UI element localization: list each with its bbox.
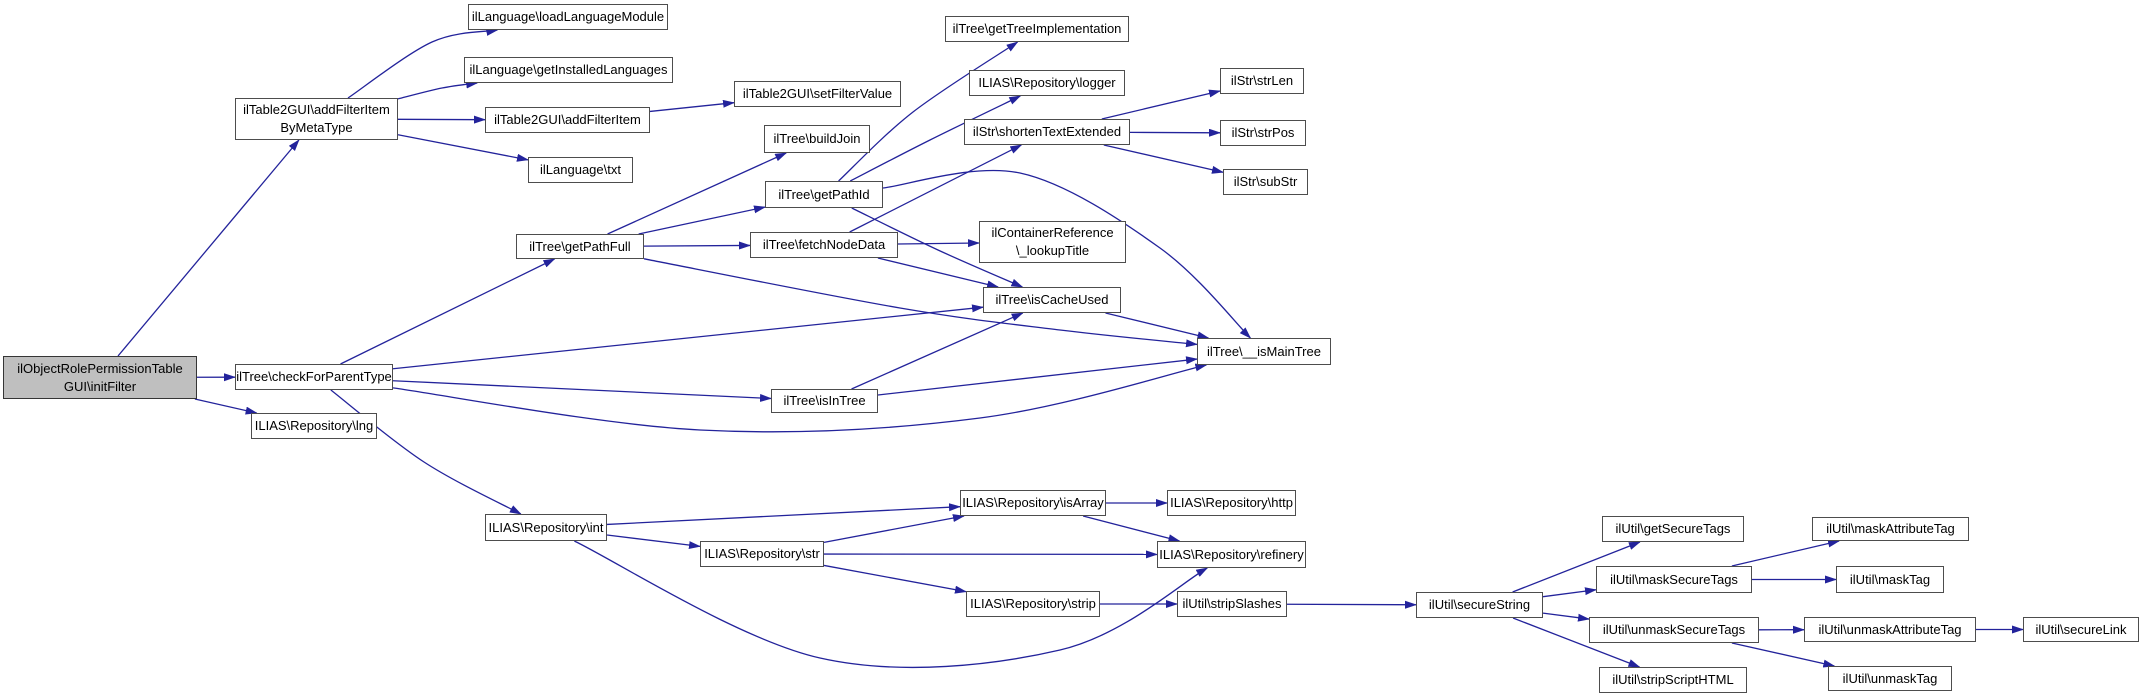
edge-addFilterItemByMetaType-to-txt bbox=[398, 135, 528, 160]
node-label: \_lookupTitle bbox=[1015, 243, 1090, 258]
edge-initFilter-to-lng bbox=[195, 399, 257, 413]
node-label: ilUtil\maskAttributeTag bbox=[1826, 521, 1955, 537]
node-isInTree[interactable] bbox=[771, 389, 878, 413]
node-label: ilTable2GUI\addFilterItem bbox=[243, 102, 390, 118]
edge-checkForParentType-to-getPathFull bbox=[340, 259, 554, 364]
node-lookupTitle[interactable] bbox=[979, 221, 1126, 263]
node-label: ilTree\getPathId bbox=[778, 186, 870, 202]
node-label: ilTable2GUI\setFilterValue bbox=[742, 86, 893, 102]
node-label: ilUtil\stripSlashes bbox=[1182, 596, 1282, 612]
edge-str-to-isArray bbox=[824, 516, 964, 542]
edge-fetchNodeData-to-lookupTitle bbox=[898, 243, 979, 244]
node-getPathFull[interactable] bbox=[516, 234, 644, 259]
node-unmaskSecureTags[interactable] bbox=[1589, 617, 1759, 643]
node-label: ILIAS\Repository\lng bbox=[254, 418, 374, 434]
node-getPathId[interactable] bbox=[765, 181, 883, 208]
node-label: ilTable2GUI\addFilterItem bbox=[494, 112, 641, 128]
node-getInstalledLanguages[interactable] bbox=[464, 57, 673, 83]
node-label: ilObjectRolePermissionTable bbox=[17, 360, 183, 376]
node-unmaskTag[interactable] bbox=[1828, 666, 1952, 691]
edge-maskSecureTags-to-maskAttributeTag bbox=[1732, 541, 1839, 566]
node-addFilterItem[interactable] bbox=[485, 107, 650, 133]
node-maskSecureTags[interactable] bbox=[1596, 566, 1752, 593]
node-isArray[interactable] bbox=[960, 490, 1106, 516]
node-label: ilLanguage\loadLanguageModule bbox=[471, 9, 665, 25]
edge-isInTree-to-isCacheUsed bbox=[852, 313, 1023, 389]
node-label: ilUtil\secureString bbox=[1428, 597, 1531, 613]
node-refinery[interactable] bbox=[1157, 541, 1306, 568]
edge-secureString-to-unmaskSecureTags bbox=[1543, 613, 1589, 619]
node-label: ILIAS\Repository\int bbox=[488, 519, 604, 535]
node-label: ilUtil\stripScriptHTML bbox=[1612, 672, 1734, 688]
node-label: ilStr\strPos bbox=[1231, 125, 1295, 141]
edge-int-to-str bbox=[607, 535, 700, 546]
node-strPos[interactable] bbox=[1220, 120, 1306, 146]
edge-checkForParentType-to-isCacheUsed bbox=[393, 307, 983, 369]
node-label: ILIAS\Repository\isArray bbox=[962, 495, 1104, 511]
node-label: ilTree\isCacheUsed bbox=[995, 292, 1109, 308]
node-label: ilTree\fetchNodeData bbox=[762, 237, 886, 253]
node-shortenTextExtended[interactable] bbox=[964, 119, 1130, 145]
node-label: ilTree\getTreeImplementation bbox=[952, 21, 1122, 37]
node-label: ilTree\__isMainTree bbox=[1207, 343, 1321, 359]
node-label: ilUtil\maskTag bbox=[1849, 571, 1931, 587]
node-subStr[interactable] bbox=[1223, 169, 1308, 195]
node-label: ilStr\strLen bbox=[1230, 73, 1294, 89]
node-lng[interactable] bbox=[251, 413, 377, 439]
node-label: ILIAS\Repository\refinery bbox=[1159, 546, 1304, 562]
node-label: ilUtil\getSecureTags bbox=[1615, 521, 1731, 537]
node-label: ilUtil\unmaskTag bbox=[1842, 670, 1938, 686]
node-label: ilUtil\secureLink bbox=[2035, 621, 2127, 637]
node-strLen[interactable] bbox=[1220, 68, 1304, 94]
node-isMainTree[interactable] bbox=[1197, 338, 1331, 365]
node-label: ilTree\isInTree bbox=[783, 393, 866, 409]
node-label: ilLanguage\getInstalledLanguages bbox=[469, 62, 668, 78]
node-label: ilTree\getPathFull bbox=[529, 238, 631, 254]
node-label: ILIAS\Repository\str bbox=[704, 546, 820, 562]
edge-int-to-isArray bbox=[607, 507, 960, 525]
node-logger[interactable] bbox=[969, 70, 1125, 96]
node-maskAttributeTag[interactable] bbox=[1812, 517, 1969, 541]
node-stripSlashes[interactable] bbox=[1177, 591, 1287, 617]
node-label: ilTree\checkForParentType bbox=[236, 369, 392, 385]
edge-secureString-to-maskSecureTags bbox=[1543, 590, 1596, 597]
node-label: ilUtil\maskSecureTags bbox=[1610, 571, 1738, 587]
node-strip[interactable] bbox=[966, 591, 1100, 617]
edge-getPathFull-to-fetchNodeData bbox=[644, 245, 750, 246]
edge-checkForParentType-to-isInTree bbox=[393, 381, 771, 399]
node-maskTag[interactable] bbox=[1836, 566, 1944, 593]
node-label: ilLanguage\txt bbox=[540, 162, 621, 178]
edge-stripSlashes-to-secureString bbox=[1287, 604, 1416, 605]
edge-isArray-to-refinery bbox=[1083, 516, 1179, 541]
edge-checkForParentType-to-int bbox=[331, 390, 521, 514]
node-label: ilUtil\unmaskSecureTags bbox=[1602, 622, 1746, 638]
node-int[interactable] bbox=[485, 514, 607, 541]
node-stripScriptHTML[interactable] bbox=[1599, 667, 1747, 693]
node-unmaskAttributeTag[interactable] bbox=[1804, 617, 1976, 642]
node-secureString[interactable] bbox=[1416, 592, 1543, 618]
node-label: GUI\initFilter bbox=[63, 378, 137, 394]
edge-shortenTextExtended-to-subStr bbox=[1104, 145, 1223, 172]
node-label: ILIAS\Repository\logger bbox=[978, 75, 1116, 91]
node-label: ilUtil\unmaskAttributeTag bbox=[1818, 621, 1962, 637]
node-label: ByMetaType bbox=[280, 120, 353, 135]
node-txt[interactable] bbox=[528, 157, 633, 183]
node-isCacheUsed[interactable] bbox=[983, 287, 1121, 313]
node-addFilterItemByMetaType[interactable] bbox=[235, 98, 398, 140]
node-label: ilStr\subStr bbox=[1233, 174, 1298, 190]
node-label: ilTree\buildJoin bbox=[773, 131, 861, 147]
edge-addFilterItem-to-setFilterValue bbox=[650, 103, 734, 112]
node-label: ilStr\shortenTextExtended bbox=[972, 124, 1122, 140]
node-label: ILIAS\Repository\strip bbox=[970, 596, 1096, 612]
edge-str-to-strip bbox=[824, 565, 966, 591]
node-fetchNodeData[interactable] bbox=[750, 232, 898, 258]
node-getTreeImplementation[interactable] bbox=[945, 16, 1129, 42]
node-getSecureTags[interactable] bbox=[1602, 516, 1744, 542]
edge-isCacheUsed-to-isMainTree bbox=[1106, 313, 1209, 338]
edge-unmaskSecureTags-to-unmaskTag bbox=[1732, 643, 1834, 666]
node-str[interactable] bbox=[700, 541, 824, 567]
node-label: ILIAS\Repository\http bbox=[1170, 495, 1293, 511]
edge-addFilterItemByMetaType-to-getInstalledLanguages bbox=[398, 83, 477, 99]
node-setFilterValue[interactable] bbox=[734, 81, 901, 107]
node-checkForParentType[interactable] bbox=[235, 364, 393, 390]
node-buildJoin[interactable] bbox=[764, 125, 870, 153]
node-loadLanguageModule[interactable] bbox=[468, 4, 668, 30]
edge-isInTree-to-isMainTree bbox=[878, 359, 1197, 395]
node-http[interactable] bbox=[1167, 490, 1296, 516]
node-initFilter[interactable] bbox=[3, 356, 197, 399]
node-label: ilContainerReference bbox=[991, 225, 1114, 241]
edge-initFilter-to-addFilterItemByMetaType bbox=[118, 140, 299, 356]
node-secureLink[interactable] bbox=[2023, 617, 2139, 642]
